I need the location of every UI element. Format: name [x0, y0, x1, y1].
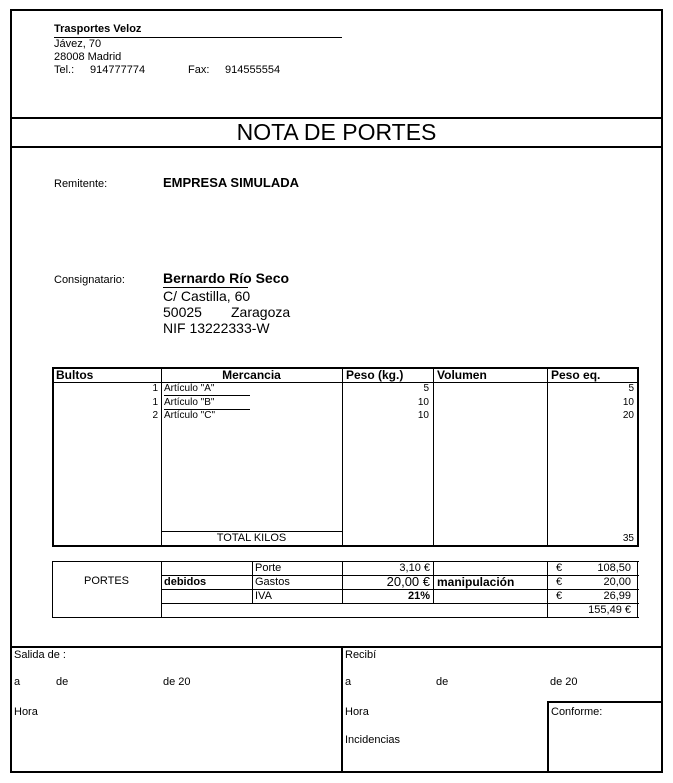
company-fax-label: Fax: — [188, 64, 210, 76]
row-peso-eq: 5 — [628, 383, 634, 394]
header-peso-eq: Peso eq. — [551, 368, 601, 382]
company-tel: 914777774 — [90, 64, 146, 76]
total-kilos-value: 35 — [622, 533, 634, 544]
salida-de-label: de — [56, 676, 69, 688]
row-peso-eq: 20 — [622, 410, 634, 421]
row-mercancia: Artículo "A" — [164, 383, 215, 394]
portes-type: debidos — [164, 576, 207, 588]
row-bultos: 2 — [152, 410, 158, 421]
portes-label: PORTES — [83, 575, 130, 587]
consignee-nif: NIF 13222333-W — [163, 320, 270, 336]
manipulacion-label: manipulación — [437, 575, 515, 589]
header-peso: Peso (kg.) — [346, 368, 404, 382]
header-volumen: Volumen — [437, 368, 487, 382]
iva-currency: € — [556, 590, 563, 602]
salida-hora-label: Hora — [14, 706, 38, 718]
iva-rate: 21% — [407, 590, 430, 602]
recibi-hora-label: Hora — [345, 706, 369, 718]
page-title: NOTA DE PORTES — [236, 119, 437, 145]
salida-label: Salida de : — [14, 649, 66, 661]
consignee-name: Bernardo Río Seco — [163, 270, 290, 286]
row-mercancia: Artículo "C" — [164, 410, 216, 421]
row-mercancia: Artículo "B" — [164, 397, 215, 408]
conforme-label: Conforme: — [551, 706, 603, 718]
recibi-a-label: a — [345, 676, 352, 688]
salida-de20-label: de 20 — [163, 676, 191, 688]
recibi-de20-label: de 20 — [550, 676, 578, 688]
sender-name: EMPRESA SIMULADA — [163, 175, 300, 190]
gastos-currency: € — [556, 576, 563, 588]
footer-top-rule — [10, 646, 663, 648]
consignee-label: Consignatario: — [54, 274, 125, 286]
porte-amount: 108,50 — [597, 562, 631, 574]
gastos-rate: 20,00 € — [386, 574, 430, 589]
company-name: Trasportes Veloz — [54, 23, 142, 35]
recibi-de-label: de — [436, 676, 449, 688]
porte-label: Porte — [255, 562, 282, 574]
consignee-postal-code: 50025 — [163, 304, 202, 320]
iva-label: IVA — [255, 590, 272, 602]
porte-rate: 3,10 € — [399, 562, 430, 574]
company-tel-label: Tel.: — [54, 64, 75, 76]
gastos-label: Gastos — [255, 576, 290, 588]
company-address-line2: 28008 Madrid — [54, 51, 122, 63]
gastos-amount: 20,00 — [603, 576, 631, 588]
incidencias-label: Incidencias — [345, 734, 401, 746]
header-mercancia: Mercancia — [222, 368, 281, 382]
header-bultos: Bultos — [56, 368, 94, 382]
portes-total: 155,49 € — [588, 604, 631, 616]
company-address-line1: Jávez, 70 — [54, 38, 102, 50]
porte-currency: € — [556, 562, 563, 574]
row-peso-eq: 10 — [622, 397, 634, 408]
consignee-city: Zaragoza — [231, 304, 291, 320]
total-kilos-label: TOTAL KILOS — [216, 532, 287, 544]
row-bultos: 1 — [152, 397, 158, 408]
consignee-street: C/ Castilla, 60 — [163, 288, 251, 304]
company-fax: 914555554 — [225, 64, 281, 76]
row-peso: 10 — [417, 410, 429, 421]
salida-a-label: a — [14, 676, 21, 688]
row-peso: 5 — [423, 383, 429, 394]
sender-label: Remitente: — [54, 178, 108, 190]
footer-divider — [341, 646, 343, 773]
title-bottom-rule — [10, 146, 663, 148]
row-bultos: 1 — [152, 383, 158, 394]
iva-amount: 26,99 — [603, 590, 631, 602]
recibi-label: Recibí — [345, 649, 377, 661]
row-peso: 10 — [417, 397, 429, 408]
